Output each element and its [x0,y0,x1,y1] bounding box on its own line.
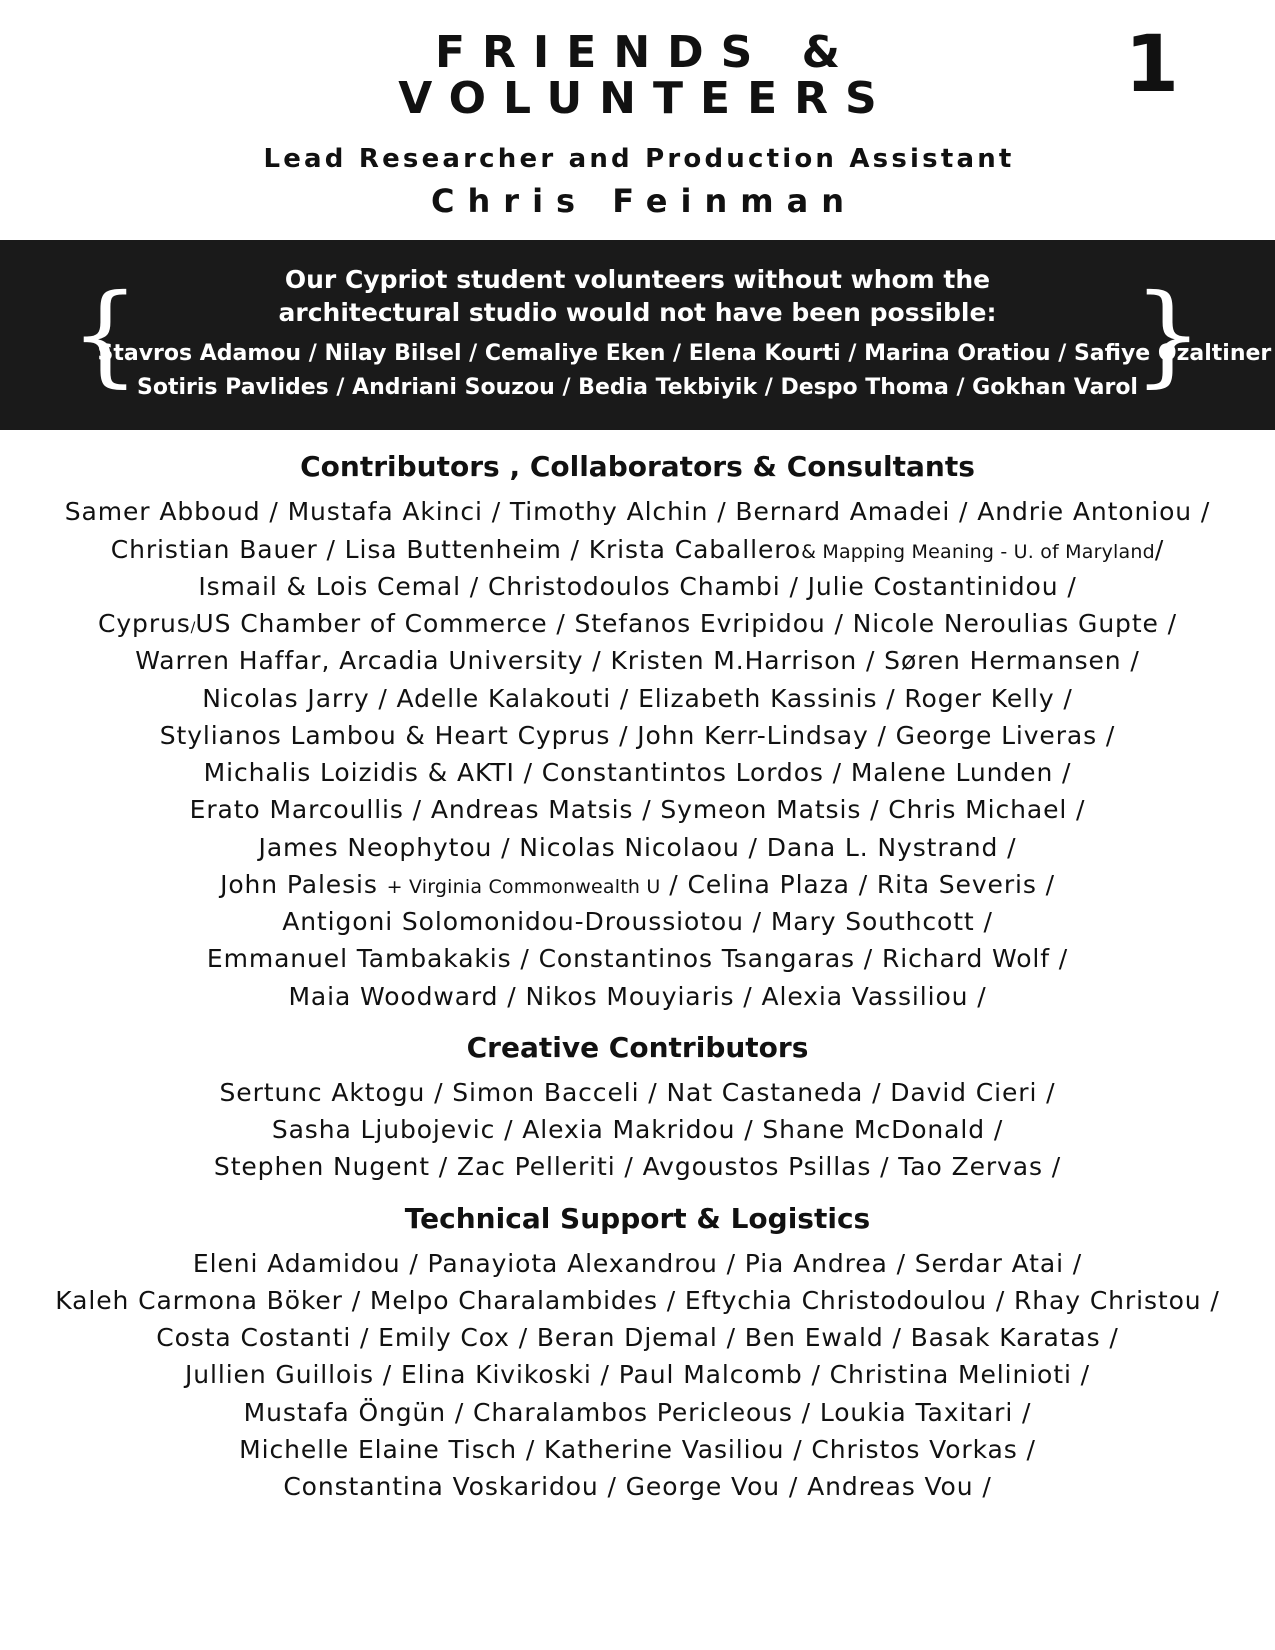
list-item: Kaleh Carmona Böker / Melpo Charalambides / Eftychia Christodoulou / Rhay Christou / [55,1285,1220,1315]
list-item [40,531,1235,568]
cyprus-slash: / [190,620,196,637]
band-heading-line-2: architectural studio would not have been possible: [278,297,997,327]
list-item: Antigoni Solomonidou-Droussiotou / Mary Southcott / [282,907,993,937]
list-item: Constantina Voskaridou / George Vou / Andreas Vou / [283,1472,992,1502]
list-item: Emmanuel Tambakakis / Constantinos Tsangaras / Richard Wolf / [206,944,1069,974]
list-item: Jullien Guillois / Elina Kivikoski / Paul Malcomb / Christina Melinioti / [185,1360,1090,1390]
list-item [40,866,1235,903]
contributors-name-list [40,493,1235,1015]
list-item: James Neophytou / Nicolas Nicolaou / Dana L. Nystrand / [258,832,1017,862]
creative-name-list [40,1074,1235,1186]
list-item: Michalis Loizidis & AKTI / Constantintos Lordos / Malene Lunden / [203,758,1072,788]
section-creative-contributors [0,1031,1275,1186]
technical-name-list [40,1245,1235,1506]
page-title-line-2: VOLUNTEERS [398,73,894,125]
list-item: Michelle Elaine Tisch / Katherine Vasiliou / Christos Vorkas / [239,1434,1036,1464]
list-item: Stephen Nugent / Zac Pelleriti / Avgoustos Psillas / Tao Zervas / [213,1152,1062,1182]
page-title-line-1: FRIENDS & [434,27,858,78]
list-item-text: Christian Bauer / Lisa Buttenheim / Krista Caballero [110,534,802,564]
brace-left-icon: { [70,270,140,399]
palesis-rest: / Celina Plaza / Rita Severis / [669,869,1055,899]
list-item [40,605,1235,642]
list-item: Sertunc Aktogu / Simon Bacceli / Nat Castaneda / David Cieri / [219,1077,1056,1107]
section-title-technical: Technical Support & Logistics [404,1201,871,1235]
student-volunteers-band [0,240,1275,430]
band-names-line-2: Sotiris Pavlides / Andriani Souzou / Bedia Tekbiyik / Despo Thoma / Gokhan Varol [137,375,1138,401]
list-item: Nicolas Jarry / Adelle Kalakouti / Elizabeth Kassinis / Roger Kelly / [202,683,1073,713]
section-title-contributors: Contributors , Collaborators & Consultants [300,450,975,484]
list-item-text: Cyprus [98,609,191,639]
band-names-line-1: Stavros Adamou / Nilay Bilsel / Cemaliye Eken / Elena Kourti / Marina Oratiou / Safiye Ozaltiner [97,341,1272,367]
section-technical-support [0,1202,1275,1506]
list-item: Warren Haffar, Arcadia University / Kristen M.Harrison / Søren Hermansen / [135,646,1140,676]
list-item: Erato Marcoullis / Andreas Matsis / Symeon Matsis / Chris Michael / [189,795,1086,825]
palesis-note: + Virginia Commonwealth U [386,875,661,898]
brace-right-icon: } [1133,270,1203,399]
list-item: Stylianos Lambou & Heart Cyprus / John Kerr-Lindsay / George Liveras / [159,720,1116,750]
role-title: Lead Researcher and Production Assistant [263,144,1015,175]
section-contributors [0,450,1275,1015]
role-name: Chris Feinman [431,182,857,221]
list-item: Costa Costanti / Emily Cox / Beran Djemal / Ben Ewald / Basak Karatas / [156,1323,1119,1353]
page-number: 1 [1124,20,1179,110]
list-item: Eleni Adamidou / Panayiota Alexandrou / Pia Andrea / Serdar Atai / [192,1248,1083,1278]
caballero-tail: / [1154,534,1165,564]
section-title-creative: Creative Contributors [466,1030,809,1064]
list-item: Maia Woodward / Nikos Mouyiaris / Alexia Vassiliou / [288,981,987,1011]
band-heading-line-1: Our Cypriot student volunteers without whom the [284,265,991,295]
caballero-note: & Mapping Meaning - U. of Maryland [801,540,1155,563]
page-header [0,0,1275,220]
list-item-text: John Palesis [220,869,378,899]
cyprus-rest: US Chamber of Commerce / Stefanos Evripidou / Nicole Neroulias Gupte / [195,609,1177,639]
list-item: Ismail & Lois Cemal / Christodoulos Chambi / Julie Costantinidou / [198,571,1077,601]
list-item: Samer Abboud / Mustafa Akinci / Timothy Alchin / Bernard Amadei / Andrie Antoniou / [64,497,1211,527]
list-item: Mustafa Öngün / Charalambos Pericleous / Loukia Taxitari / [243,1397,1032,1427]
list-item: Sasha Ljubojevic / Alexia Makridou / Shane McDonald / [271,1115,1004,1145]
